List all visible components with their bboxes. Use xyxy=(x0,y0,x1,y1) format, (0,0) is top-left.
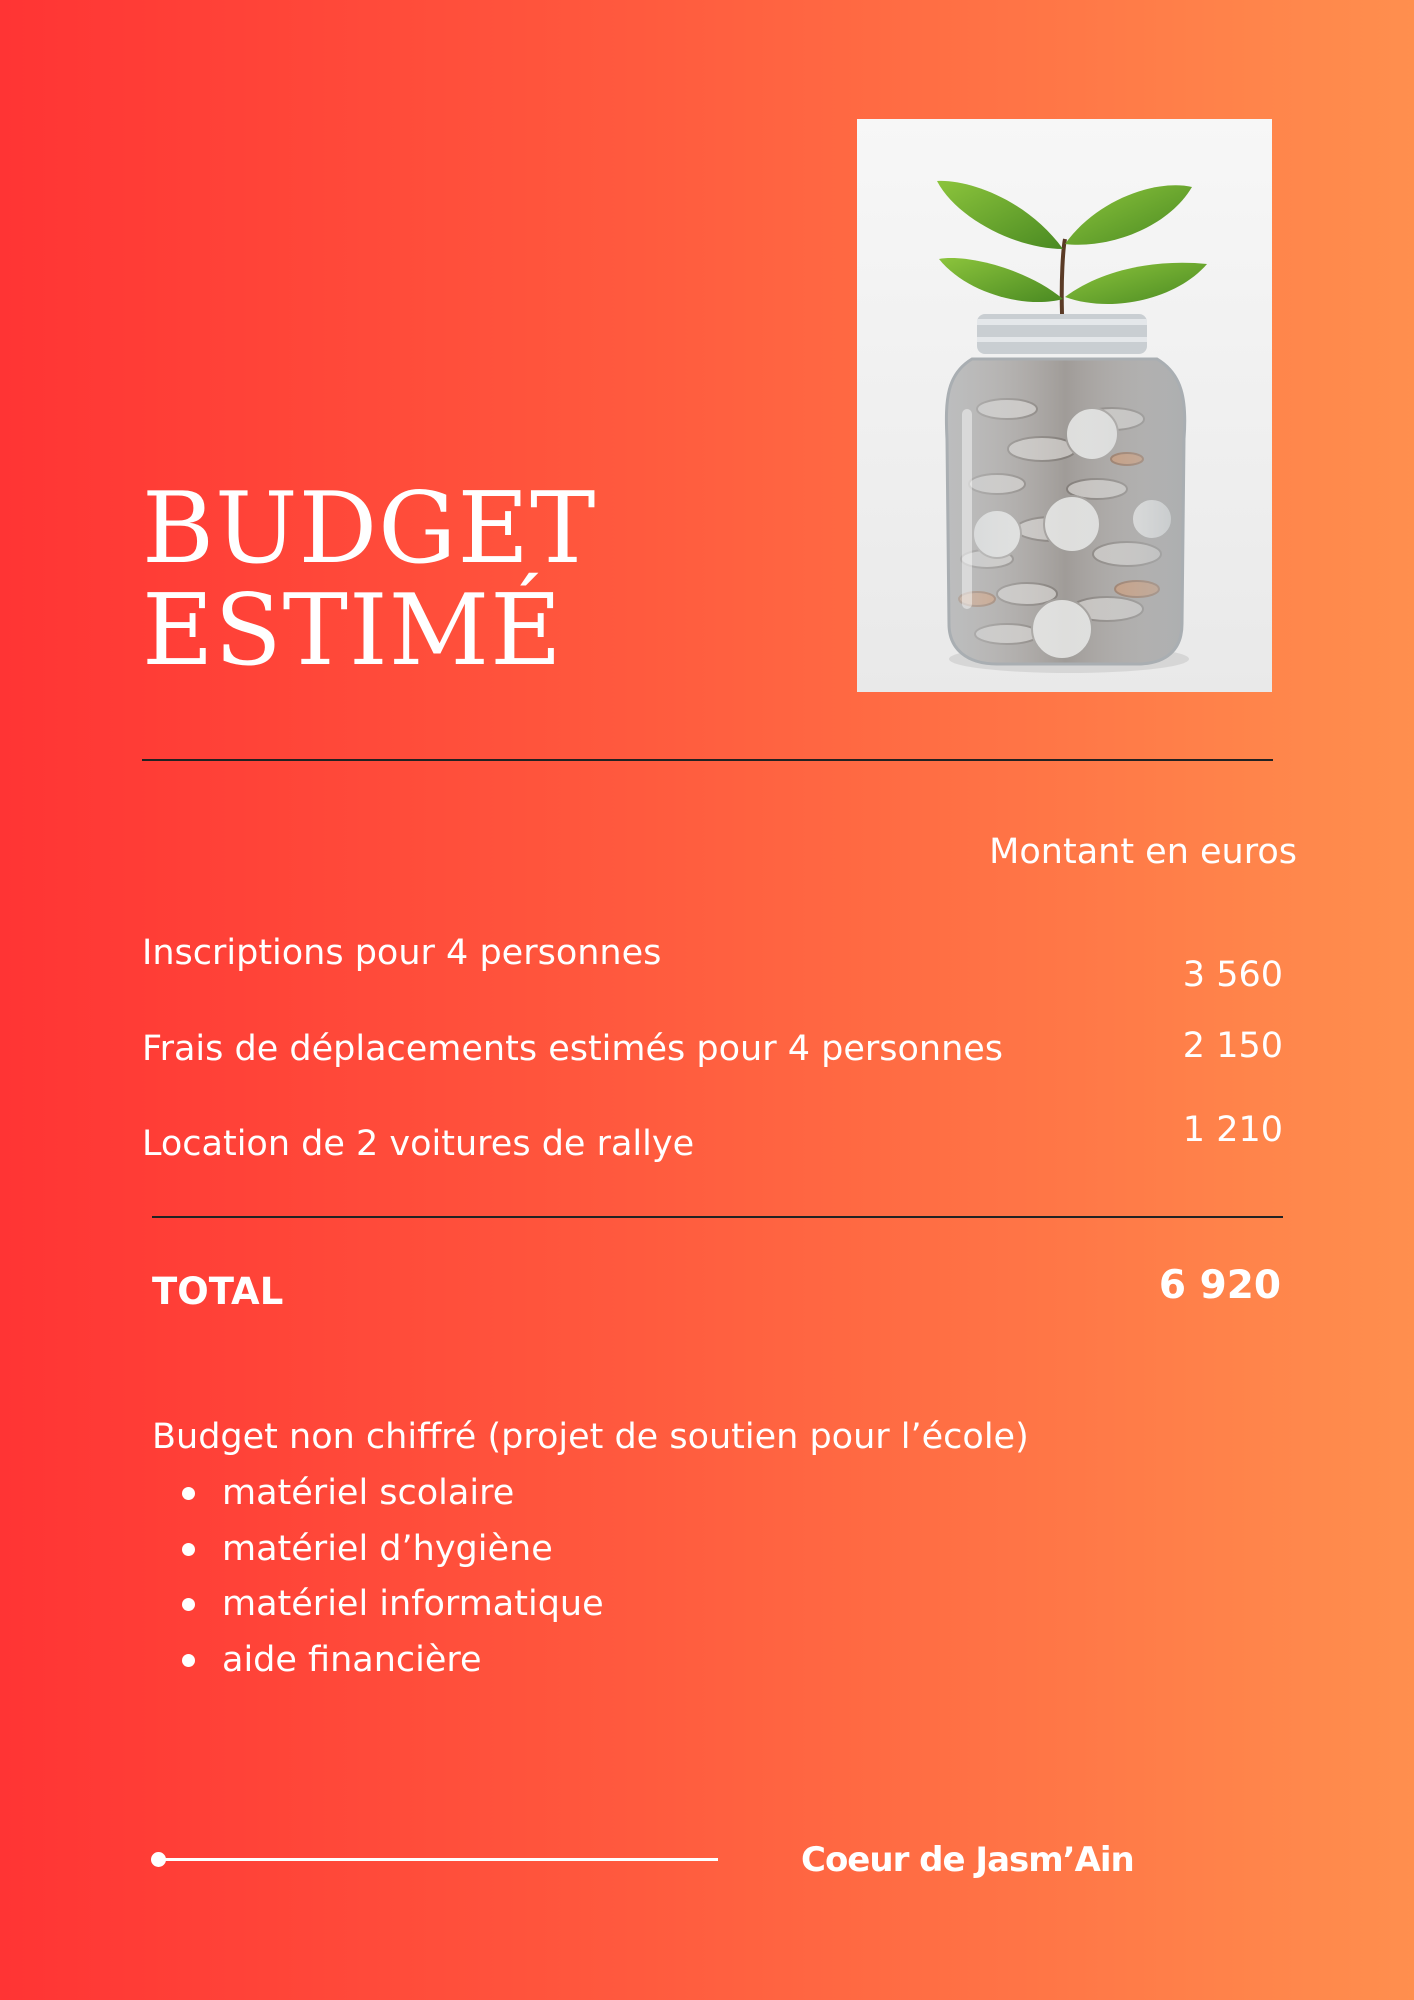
total-label: TOTAL xyxy=(152,1270,284,1313)
list-item-label: aide financière xyxy=(222,1639,482,1680)
bullet-icon xyxy=(182,1654,195,1667)
page-title xyxy=(142,472,597,688)
list-item xyxy=(222,1466,1029,1522)
budget-row-label-travel: Frais de déplacements estimés pour 4 personnes xyxy=(142,1029,1004,1069)
divider-total xyxy=(152,1216,1283,1218)
footer-dot-icon xyxy=(151,1852,166,1867)
bullet-icon xyxy=(182,1543,195,1556)
bullet-icon xyxy=(182,1598,195,1611)
list-item xyxy=(222,1577,1029,1633)
title-line-1: BUDGET xyxy=(142,472,597,586)
list-item-label: matériel informatique xyxy=(222,1584,604,1624)
list-item xyxy=(222,1633,1029,1689)
budget-row-value-registrations: 3 560 xyxy=(1182,955,1283,995)
budget-row-label-registrations: Inscriptions pour 4 personnes xyxy=(142,933,662,973)
footer-brand: Coeur de Jasm’Ain xyxy=(801,1840,1134,1880)
list-item xyxy=(222,1522,1029,1578)
unbudgeted-title: Budget non chiffré (projet de soutien pour l’école) xyxy=(152,1417,1029,1457)
amount-column-header: Montant en euros xyxy=(989,832,1297,872)
total-value: 6 920 xyxy=(1158,1263,1281,1308)
title-line-2: ESTIMÉ xyxy=(142,574,563,688)
budget-row-value-car-rental: 1 210 xyxy=(1182,1110,1283,1150)
list-item-label: matériel scolaire xyxy=(222,1473,515,1513)
unbudgeted-section xyxy=(152,1412,1029,1688)
list-item-label: matériel d’hygiène xyxy=(222,1528,553,1569)
coin-jar-plant-photo xyxy=(857,119,1272,692)
budget-row-value-travel: 2 150 xyxy=(1182,1026,1283,1066)
bullet-icon xyxy=(182,1487,195,1500)
footer-line xyxy=(158,1858,718,1861)
budget-row-label-car-rental: Location de 2 voitures de rallye xyxy=(142,1124,695,1164)
divider-top xyxy=(142,759,1273,761)
unbudgeted-list xyxy=(152,1466,1029,1688)
